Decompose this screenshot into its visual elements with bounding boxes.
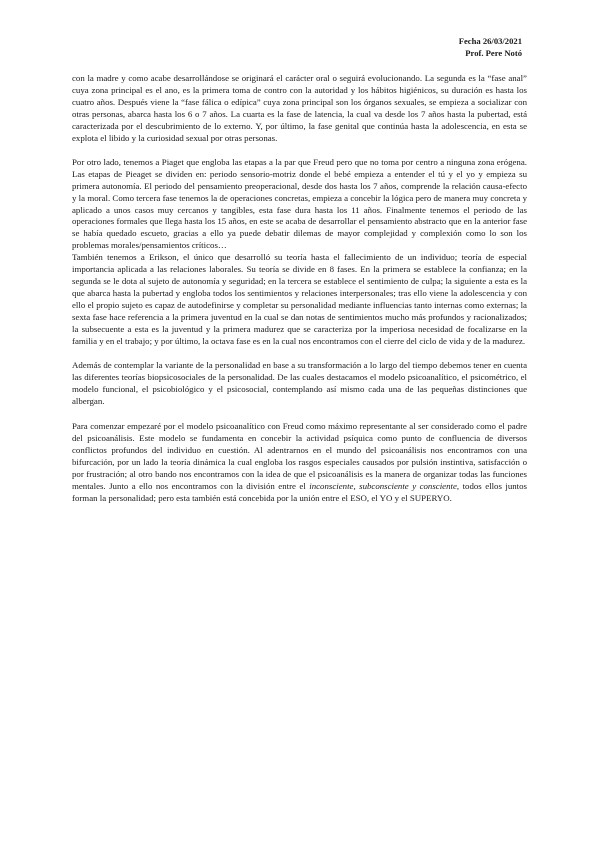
- paragraph-text-before-italic: Para comenzar empezaré por el modelo psicoanalítico con Freud como máximo representante al ser considerado como el padre del psicoanálisis. Este modelo se fundamenta en concebir la actividad psíquica como punto de confluencia de diversos conflictos profundos del individuo en cuestión. Al adentrarnos en el mundo del psicoanálisis nos encontramos con una bifurcación, por un lado la teoría dinámica la cual engloba los rasgos especiales causados por pulsión instintiva, satisfacción o por frustración; al otro bando nos encontramos con la idea de que el psicoanálisis es la manera de organizar todas las funciones mentales. Junto a ello nos encontramos con la división entre el: [72, 420, 527, 491]
- document-body: [72, 73, 527, 504]
- date-line: Fecha 26/03/2021: [458, 36, 522, 46]
- paragraph-freud-phases: con la madre y como acabe desarrollándose se originará el carácter oral o seguirá evolucionando. La segunda es la “fase anal” cuya zona principal es el ano, es la primera toma de contro con la autoridad y los hábitos higiénicos, su duración es hasta los cuatro años. Después viene la “fase fálica o edípica” cuya zona principal son los órganos sexuales, se empieza a socializar con otras personas, abarca hasta los 6 o 7 años. La cuarta es la fase de latencia, la cual va desde los 7 años hasta la pubertad, está caracterizada por el descubrimiento de lo externo. Y, por último, la fase genital que continúa hasta la adolescencia, en esta se explota el libido y la curiosidad sexual por otras personas.: [72, 73, 527, 143]
- paragraph-erikson: También tenemos a Erikson, el único que desarrolló su teoría hasta el fallecimiento de un individuo; teoría de especial importancia aplicada a las relaciones laborales. Su teoría se divide en 8 fases. En la primera se establece la confianza; en la segunda se le dota al sujeto de autonomía y seguridad; en la tercera se establece el sentimiento de culpa; la siguiente a esta es la que abarca hasta la pubertad y engloba todos los sentimientos y relaciones interpersonales; tras ello viene la adolescencia y con ello el propio sujeto es capaz de autodefinirse y completar su personalidad mediante influencias tanto internas como externas; la sexta fase hace referencia a la primera juventud en la cual se dan notas de sentimientos mucho más profundos y racionalizados; la subsecuente a esta es la juventud y la primera madurez que se caracteriza por la imperiosa necesidad de focalizarse en la familia y en el trabajo; y por último, la octava fase es en la cual nos encontramos con el cierre del ciclo de vida y de la madurez.: [72, 252, 527, 347]
- paragraph-biopsychosocial: Además de contemplar la variante de la personalidad en base a su transformación a lo largo del tiempo debemos tener en cuenta las diferentes teorías biopsicosociales de la personalidad. De las cuales destacamos el modelo psicoanalítico, el psicométrico, el modelo funcional, el psicobiológico y el psicosocial, contemplando así mismo cada una de las pequeñas distinciones que albergan.: [72, 359, 527, 406]
- italic-terms: inconsciente, subconsciente y consciente: [309, 480, 457, 491]
- paragraph-piaget: Por otro lado, tenemos a Piaget que engloba las etapas a la par que Freud pero que no toma por centro a ninguna zona erógena. Las etapas de Pieaget se dividen en: periodo sensorio-motriz donde el bebé empieza a entender el tú y el yo y empieza su primera autonomía. El periodo del pensamiento preoperacional, desde dos hasta los 7 años, comprende la relación causa-efecto y la moral. Como tercera fase tenemos la de operaciones concretas, empieza a concebir la lógica pero de manera muy concreta y aplicado a unos casos muy cercanos y tangibles, esta fase dura hasta los 11 años. Finalmente tenemos el periodo de las operaciones formales que llega hasta los 15 años, en este se acaba de desarrollar el pensamiento abstracto que en la anterior fase se había quedado escueto, gracias a ello ya puede debatir dilemas de mayor complejidad y complexión como lo son los problemas morales/pensamientos críticos…: [72, 156, 527, 251]
- paragraph-psychoanalytic-model: [72, 421, 527, 505]
- paragraph-text-after-italic: , todos ellos juntos forman la personalidad; pero esta también está concebida por la unión entre el ESO, el YO y el SUPERYO.: [72, 480, 527, 503]
- author-line: Prof. Pere Notó: [465, 48, 522, 58]
- page-header: [459, 35, 522, 59]
